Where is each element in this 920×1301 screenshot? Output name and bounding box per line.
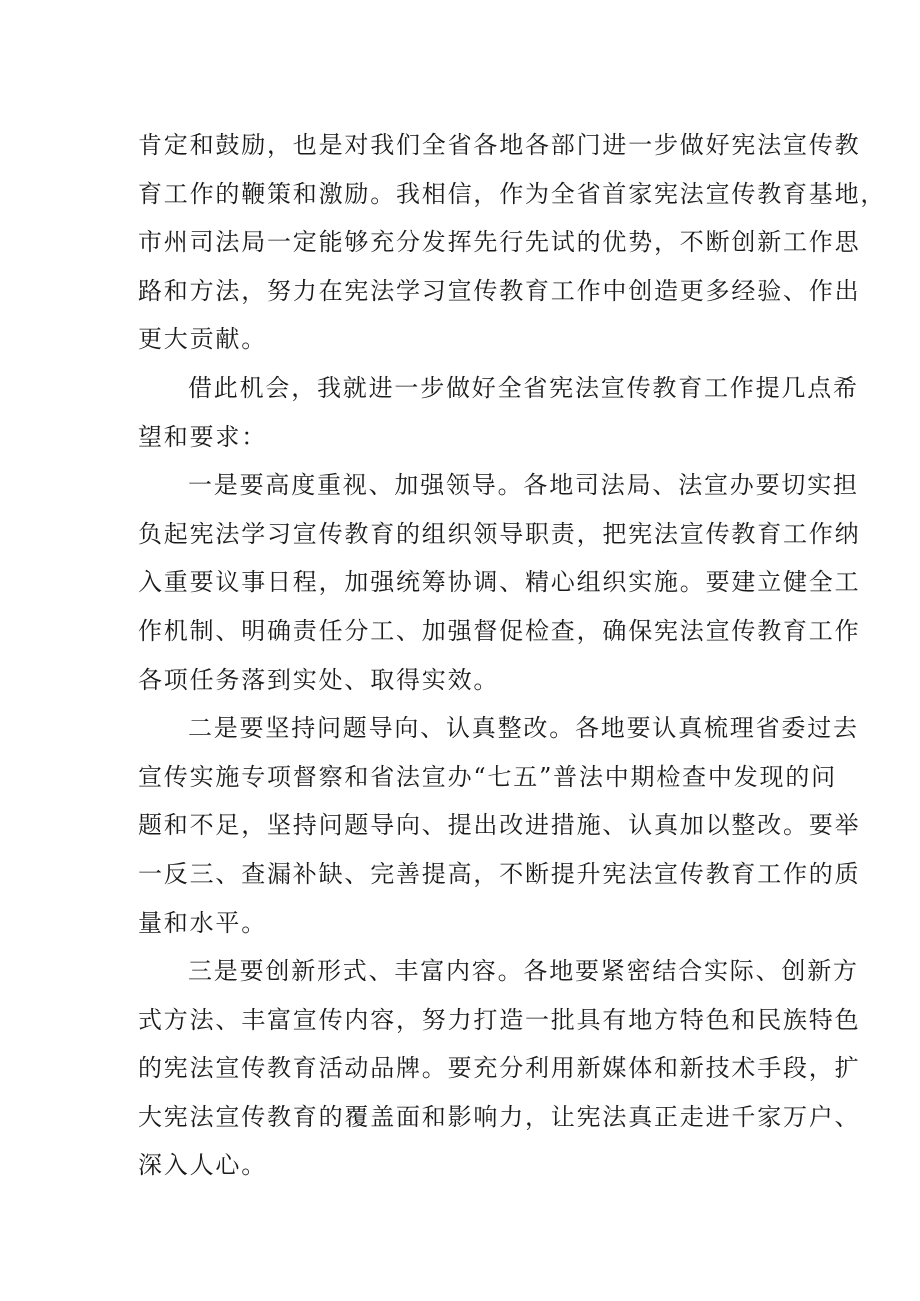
paragraph-3: [138, 461, 861, 704]
text-line: 量和水平。: [138, 908, 267, 937]
text-line: 大宪法宣传教育的覆盖面和影响力，让宪法真正走进千家万户、: [138, 1102, 861, 1131]
text-line: 各项任务落到实处、取得实效。: [138, 665, 500, 694]
text-line: 作机制、明确责任分工、加强督促检查，确保宪法宣传教育工作: [138, 616, 861, 645]
text-line: 一是要高度重视、加强领导。各地司法局、法宣办要切实担: [188, 471, 859, 500]
text-line: 入重要议事日程，加强统筹协调、精心组织实施。要建立健全工: [138, 568, 861, 597]
text-line: 的宪法宣传教育活动品牌。要充分利用新媒体和新技术手段，扩: [138, 1054, 861, 1083]
text-line: 望和要求：: [138, 422, 267, 451]
paragraph-1: [138, 121, 887, 364]
text-line: 路和方法，努力在宪法学习宣传教育工作中创造更多经验、作出: [138, 276, 861, 305]
text-line: 题和不足，坚持问题导向、提出改进措施、认真加以整改。要举: [138, 811, 861, 840]
document-body: [138, 121, 887, 1190]
text-line: 育工作的鞭策和激励。我相信，作为全省首家宪法宣传教育基地，: [138, 179, 887, 208]
paragraph-5: [138, 947, 861, 1190]
text-line: 市州司法局一定能够充分发挥先行先试的优势，不断创新工作思: [138, 228, 861, 257]
text-line: 宣传实施专项督察和省法宣办“七五”普法中期检查中发现的问: [138, 762, 837, 791]
text-line: 一反三、查漏补缺、完善提高，不断提升宪法宣传教育工作的质: [138, 859, 861, 888]
paragraph-2: [138, 364, 859, 461]
text-line: 深入人心。: [138, 1151, 267, 1180]
text-line: 式方法、丰富宣传内容，努力打造一批具有地方特色和民族特色: [138, 1005, 861, 1034]
text-line: 负起宪法学习宣传教育的组织领导职责，把宪法宣传教育工作纳: [138, 519, 861, 548]
text-line: 三是要创新形式、丰富内容。各地要紧密结合实际、创新方: [188, 957, 859, 986]
text-line: 借此机会，我就进一步做好全省宪法宣传教育工作提几点希: [188, 373, 859, 402]
text-line: 更大贡献。: [138, 325, 267, 354]
paragraph-4: [138, 704, 861, 947]
text-line: 肯定和鼓励，也是对我们全省各地各部门进一步做好宪法宣传教: [138, 131, 861, 159]
text-line: 二是要坚持问题导向、认真整改。各地要认真梳理省委过去: [188, 714, 859, 743]
